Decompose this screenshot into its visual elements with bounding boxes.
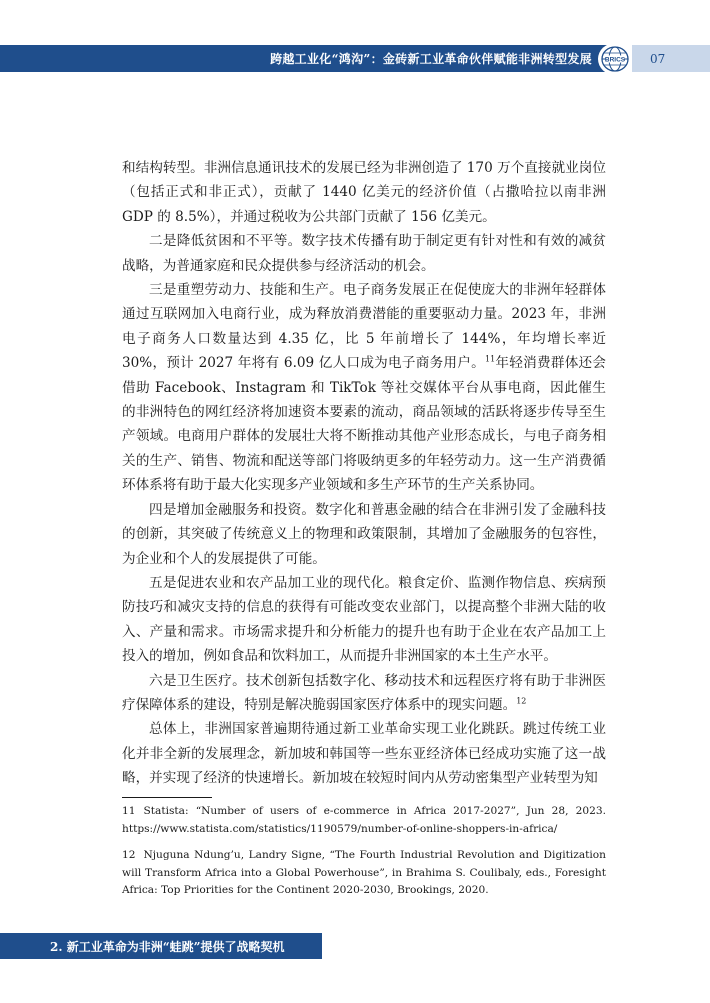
paragraph-3-part-b: 年轻消费群体还会借助 Facebook、Instagram 和 TikTok 等社交媒体平台从事电商，因此催生的非洲特色的网红经济将加速资本要素的流动，商品领域的活跃将逐步传导至生产领域。电商用户群体的发展壮大将不断推动其他产业形态成长，与电子商务相关的生产、销售、物流和配送等部门将吸纳更多的年轻劳动力。这一生产消费循环体系将有助于最大化实现多产业领域和多生产环节的生产关系协同。 bbox=[122, 355, 606, 494]
paragraph-1: 和结构转型。非洲信息通讯技术的发展已经为非洲创造了 170 万个直接就业岗位（包括正式和非正式），贡献了 1440 亿美元的经济价值（占撒哈拉以南非洲 GDP 的 8.5%），并通过税收为公共部门贡献了 156 亿美元。 bbox=[122, 160, 606, 225]
footnote-12 bbox=[122, 847, 606, 900]
brics-logo bbox=[598, 43, 632, 75]
paragraph-3-part-a: 三是重塑劳动力、技能和生产。电子商务发展正在促使庞大的非洲年轻群体通过互联网加入电商行业，成为释放消费潜能的重要驱动力量。2023 年，非洲电子商务人口数量达到 4.35 亿，比 5 年前增长了 144%，年均增长率近 30%，预计 2027 年将有 6.09 亿人口成为电子商务用户。 bbox=[122, 282, 606, 372]
footnote-text: Njuguna Ndung’u, Landry Signe, “The Fourth Industrial Revolution and Digitization will Transform Africa into a Global Powerhouse”, in Brahima S. Coulibaly, eds., Foresight Africa: Top Priorities for the Continent 2020-2030, Brookings, 2020. bbox=[122, 849, 606, 896]
footnote-number: 11 bbox=[122, 805, 136, 817]
footnote-number: 12 bbox=[122, 849, 136, 861]
running-header bbox=[0, 45, 610, 72]
paragraph-3 bbox=[122, 278, 606, 498]
running-footer bbox=[0, 933, 322, 959]
paragraph-4: 四是增加金融服务和投资。数字化和普惠金融的结合在非洲引发了金融科技的创新，其突破了传统意义上的物理和政策限制，其增加了金融服务的包容性，为企业和个人的发展提供了可能。 bbox=[122, 501, 606, 567]
page-number-box bbox=[632, 45, 710, 72]
svg-text:BRICS: BRICS bbox=[604, 56, 626, 64]
footnote-ref-12[interactable]: 12 bbox=[516, 696, 527, 706]
footnote-divider bbox=[122, 797, 212, 798]
footer-section-title: 2. 新工业革命为非洲“蛙跳”提供了战略契机 bbox=[50, 939, 285, 954]
body-text bbox=[122, 156, 606, 791]
paragraph-7: 总体上，非洲国家普遍期待通过新工业革命实现工业化跳跃。跳过传统工业化并非全新的发展理念，新加坡和韩国等一些东亚经济体已经成功实施了这一战略，并实现了经济的快速增长。新加坡在较短时间内从劳动密集型产业转型为知 bbox=[122, 721, 606, 787]
globe-icon bbox=[600, 45, 630, 73]
footnote-ref-11[interactable]: 11 bbox=[484, 354, 496, 364]
header-title: 跨越工业化“鸿沟”：金砖新工业革命伙伴赋能非洲转型发展 bbox=[270, 52, 592, 66]
paragraph-6-text: 六是卫生医疗。技术创新包括数字化、移动技术和远程医疗将有助于非洲医疗保障体系的建设，特别是解决脆弱国家医疗体系中的现实问题。 bbox=[122, 672, 606, 713]
paragraph-2: 二是降低贫困和不平等。数字技术传播有助于制定更有针对性和有效的减贫战略，为普通家庭和民众提供参与经济活动的机会。 bbox=[122, 233, 606, 274]
page-number: 07 bbox=[650, 51, 666, 66]
paragraph-5: 五是促进农业和农产品加工业的现代化。粮食定价、监测作物信息、疾病预防技巧和减灾支持的信息的获得有可能改变农业部门，以提高整个非洲大陆的收入、产量和需求。市场需求提升和分析能力的提升也有助于企业在农产品加工上投入的增加，例如食品和饮料加工，从而提升非洲国家的本土生产水平。 bbox=[122, 574, 606, 665]
footnotes bbox=[122, 803, 606, 909]
paragraph-6 bbox=[122, 669, 606, 718]
footnote-text: Statista: “Number of users of e-commerce in Africa 2017-2027”, Jun 28, 2023. https://www.statista.com/statistics/1190579/number-of-online-shoppers-in-africa/ bbox=[122, 805, 606, 835]
footnote-11 bbox=[122, 803, 606, 838]
